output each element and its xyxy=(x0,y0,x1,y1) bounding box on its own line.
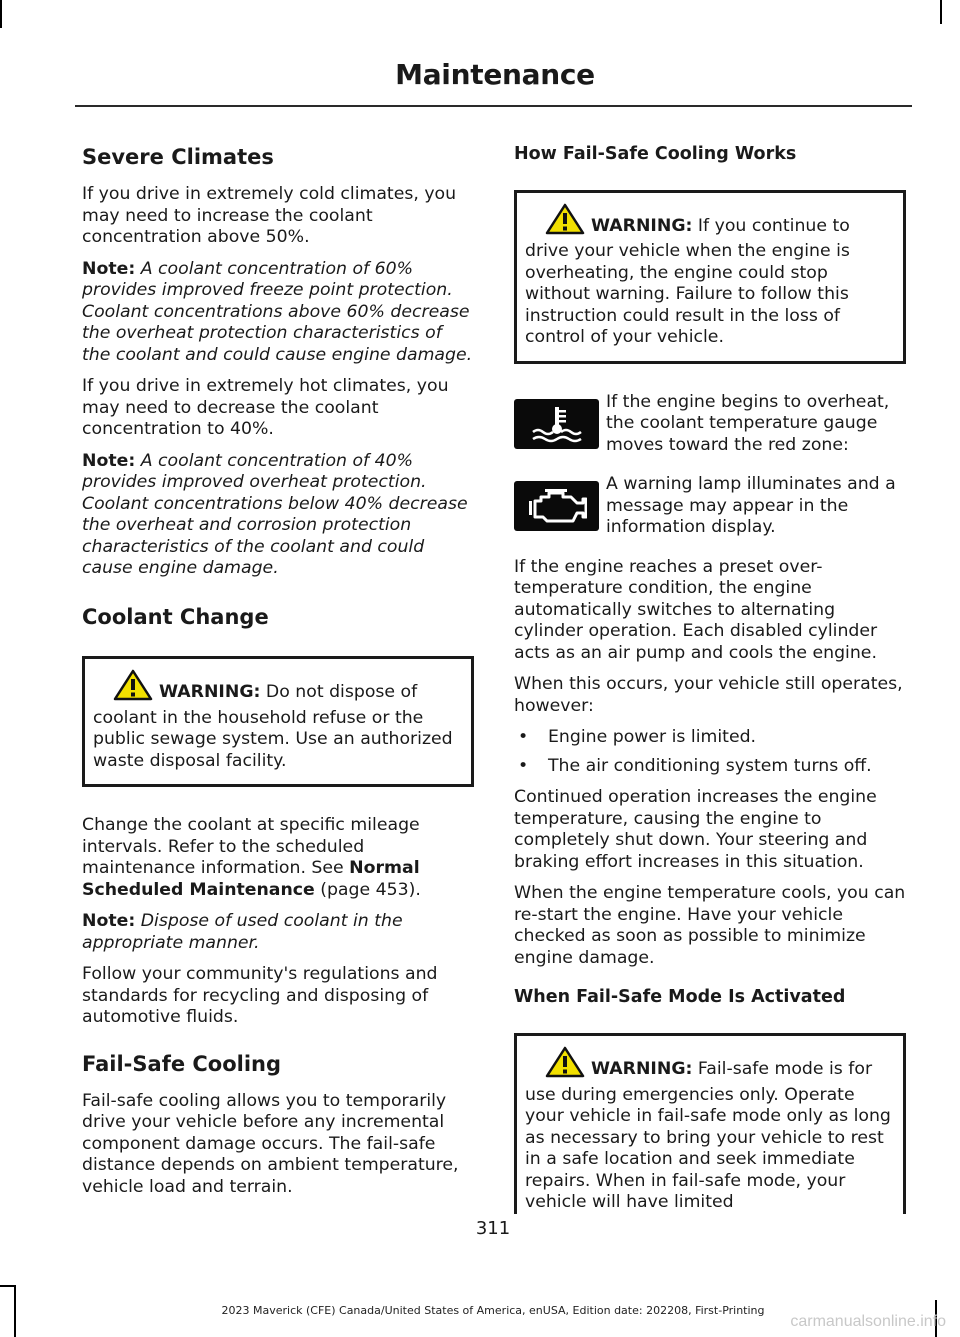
how-fail-safe-heading: How Fail-Safe Cooling Works xyxy=(514,144,797,164)
list-item: • The air conditioning system turns off. xyxy=(514,756,906,778)
fail-safe-activated-heading: When Fail-Safe Mode Is Activated xyxy=(514,987,846,1008)
change-paragraph-1 xyxy=(82,815,474,901)
severe-note-2 xyxy=(82,451,474,580)
warning-text: If you continue to drive your vehicle when the engine is overheating, the engine could stop without warning. Failure to follow this instruction could result in the loss of control of your vehicle. xyxy=(525,215,850,348)
severe-paragraph-2: If you drive in extremely hot climates, you may need to decrease the coolant concentration to 40%. xyxy=(82,376,449,440)
coolant-temperature-icon xyxy=(514,399,599,449)
fail-safe-mode-warning xyxy=(514,1033,906,1214)
list-item: • Engine power is limited. xyxy=(514,727,906,749)
change-text: Change the coolant at specific mileage intervals. Refer to the scheduled maintenance information. See xyxy=(82,815,420,878)
crop-mark xyxy=(0,0,2,28)
warning-triangle-icon xyxy=(545,203,585,242)
note-label: Note: xyxy=(82,911,136,931)
fail-safe-paragraph: Fail-safe cooling allows you to temporarily drive your vehicle before any incremental component damage occurs. The fail-safe distance depends on ambient temperature, vehicle load and terrain. xyxy=(82,1090,459,1197)
limitations-list xyxy=(514,727,906,777)
warning-label: WARNING: xyxy=(159,682,261,702)
operates-paragraph: When this occurs, your vehicle still operates, however: xyxy=(514,674,903,716)
page-title: Maintenance xyxy=(395,58,595,91)
page-number: 311 xyxy=(475,1218,511,1239)
note-label: Note: xyxy=(82,258,136,279)
change-note xyxy=(82,911,474,954)
edition-footer: 2023 Maverick (CFE) Canada/United States of America, enUSA, Edition date: 202208, First-Printing xyxy=(221,1304,765,1317)
severe-climates-heading: Severe Climates xyxy=(82,145,274,169)
left-column xyxy=(82,144,474,1208)
continued-operation-paragraph: Continued operation increases the engine temperature, causing the engine to completely shut down. Your steering and braking effort increases in this situation. xyxy=(514,787,877,872)
severe-paragraph-1: If you drive in extremely cold climates, you may need to increase the coolant concentration above 50%. xyxy=(82,184,457,248)
crop-mark xyxy=(0,1285,14,1287)
note-text: Dispose of used coolant in the appropriate manner. xyxy=(82,911,403,953)
change-paragraph-2: Follow your community's regulations and standards for recycling and disposing of automotive fluids. xyxy=(82,964,438,1027)
crop-mark xyxy=(940,0,942,24)
temperature-gauge-text: If the engine begins to overheat, the coolant temperature gauge moves toward the red zone: xyxy=(606,391,890,455)
warning-label: WARNING: xyxy=(591,1059,693,1080)
overheat-warning xyxy=(514,190,906,364)
temperature-gauge-row xyxy=(514,392,906,457)
note-text: A coolant concentration of 40% provides improved overheat protection. Coolant concentrations below 40% decrease the overheat and corrosion protection characteristics of the coolant and could cause engine damage. xyxy=(82,450,468,579)
warning-triangle-icon xyxy=(545,1046,585,1085)
check-engine-icon xyxy=(514,481,599,531)
check-engine-text: A warning lamp illuminates and a message may appear in the information display. xyxy=(606,474,896,538)
warning-text: Do not dispose of coolant in the household refuse or the public sewage system. Use an authorized waste disposal facility. xyxy=(93,682,453,771)
note-text: A coolant concentration of 60% provides improved freeze point protection. Coolant concentrations above 60% decrease the overheat protection characteristics of the coolant and could cause engine damage. xyxy=(82,258,473,365)
coolant-change-warning xyxy=(82,656,474,787)
normal-scheduled-maintenance-link[interactable]: Normal Scheduled Maintenance xyxy=(82,858,420,900)
check-engine-row xyxy=(514,474,906,539)
right-column xyxy=(514,144,906,1214)
warning-text: Fail-safe mode is for use during emergencies only. Operate your vehicle in fail-safe mode only as long as necessary to bring your vehicle to rest in a safe location and seek immediate repairs. When in fail-safe mode, your vehicle will have limited xyxy=(525,1059,891,1213)
coolant-change-heading: Coolant Change xyxy=(82,604,269,629)
severe-note-1 xyxy=(82,259,474,367)
fail-safe-cooling-heading: Fail-Safe Cooling xyxy=(82,1051,282,1076)
header-rule xyxy=(75,105,912,107)
warning-triangle-icon xyxy=(113,669,153,708)
restart-paragraph: When the engine temperature cools, you can re-start the engine. Have your vehicle checked as soon as possible to minimize engine damage. xyxy=(514,883,906,968)
page-reference: (page 453). xyxy=(314,879,421,900)
over-temperature-paragraph: If the engine reaches a preset over-temperature condition, the engine automatically switches to alternating cylinder operation. Each disabled cylinder acts as an air pump and cools the engine. xyxy=(514,556,878,663)
watermark: carmanualsonline.info xyxy=(790,1313,946,1330)
note-label: Note: xyxy=(82,450,136,471)
warning-label: WARNING: xyxy=(591,215,693,236)
